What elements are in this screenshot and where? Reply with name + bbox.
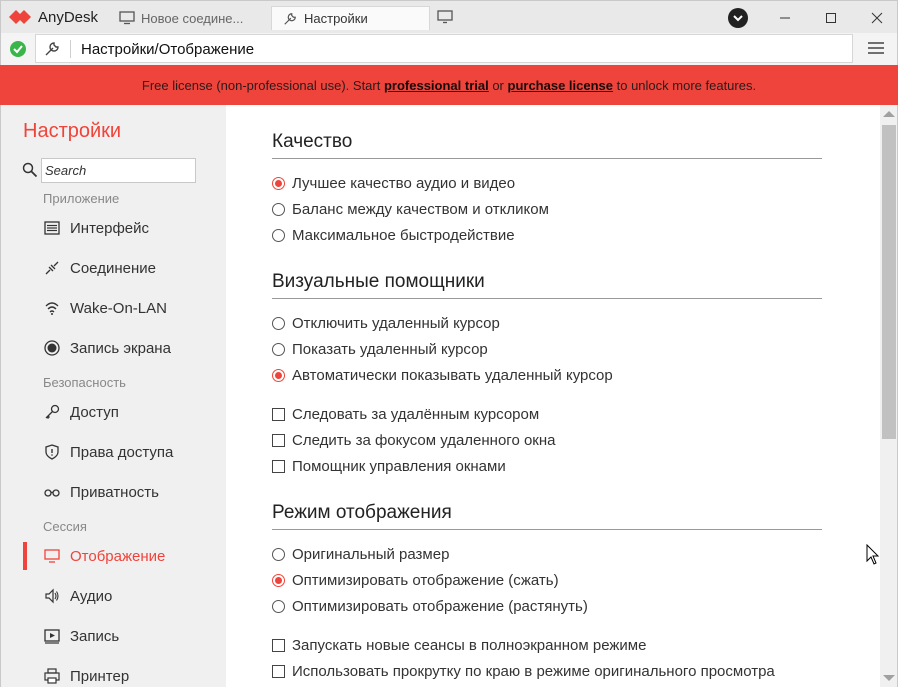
mouse-cursor-icon bbox=[866, 544, 880, 566]
shield-icon bbox=[44, 444, 60, 460]
close-icon bbox=[871, 12, 883, 24]
wrench-icon bbox=[44, 41, 60, 57]
sidebar-item-label: Приватность bbox=[70, 483, 159, 501]
radio-auto-remote-cursor[interactable] bbox=[272, 364, 613, 386]
monitor-icon bbox=[44, 548, 60, 564]
radio-indicator[interactable] bbox=[272, 177, 285, 190]
option-label: Запускать новые сеансы в полноэкранном режиме bbox=[292, 636, 647, 654]
scroll-down-arrow-icon[interactable] bbox=[883, 675, 895, 681]
minimize-button[interactable] bbox=[775, 8, 795, 28]
section-session: Сессия bbox=[43, 519, 87, 534]
app-name: AnyDesk bbox=[38, 9, 99, 26]
checkbox[interactable] bbox=[272, 639, 285, 652]
sidebar-item-label: Принтер bbox=[70, 667, 130, 685]
option-label: Оригинальный размер bbox=[292, 545, 450, 563]
professional-trial-link[interactable]: professional trial bbox=[383, 77, 489, 93]
new-tab-icon[interactable] bbox=[437, 10, 453, 24]
tab-settings[interactable] bbox=[271, 6, 430, 30]
sidebar-item-permissions[interactable] bbox=[23, 436, 227, 468]
sidebar-item-label: Аудио bbox=[70, 587, 113, 605]
sidebar-item-recording[interactable] bbox=[23, 620, 227, 652]
divider bbox=[272, 158, 822, 159]
settings-content bbox=[226, 105, 880, 687]
divider bbox=[70, 40, 71, 58]
status-ok-icon bbox=[10, 41, 26, 57]
sidebar-item-connection[interactable] bbox=[23, 252, 227, 284]
banner-text-suffix: to unlock more features. bbox=[613, 77, 757, 93]
scroll-up-arrow-icon[interactable] bbox=[883, 111, 895, 117]
sidebar-item-label: Права доступа bbox=[70, 443, 174, 461]
sidebar-item-access[interactable] bbox=[23, 396, 227, 428]
radio-indicator[interactable] bbox=[272, 574, 285, 587]
search-input[interactable] bbox=[41, 158, 196, 183]
radio-indicator[interactable] bbox=[272, 317, 285, 330]
checkbox-follow-window-focus[interactable] bbox=[272, 429, 556, 451]
sidebar-item-label: Запись bbox=[70, 627, 120, 645]
section-title-visual-helpers: Визуальные помощники bbox=[272, 271, 485, 292]
option-label: Максимальное быстродействие bbox=[292, 226, 515, 244]
printer-icon bbox=[44, 668, 60, 684]
radio-indicator[interactable] bbox=[272, 343, 285, 356]
option-label: Оптимизировать отображение (сжать) bbox=[292, 571, 559, 589]
hamburger-menu-icon[interactable] bbox=[867, 40, 885, 56]
sidebar-item-label: Wake-On-LAN bbox=[70, 299, 167, 317]
address-path: Настройки/Отображение bbox=[81, 41, 255, 58]
radio-indicator[interactable] bbox=[272, 229, 285, 242]
settings-sidebar bbox=[0, 105, 226, 687]
sidebar-item-label: Интерфейс bbox=[70, 219, 150, 237]
address-field[interactable] bbox=[35, 34, 853, 63]
radio-balanced[interactable] bbox=[272, 198, 549, 220]
radio-optimize-shrink[interactable] bbox=[272, 569, 559, 591]
section-title-display-mode: Режим отображения bbox=[272, 502, 452, 523]
close-button[interactable] bbox=[867, 8, 887, 28]
banner-text-prefix: Free license (non-professional use). Start bbox=[141, 77, 384, 93]
radio-max-speed[interactable] bbox=[272, 224, 515, 246]
wifi-icon bbox=[44, 300, 60, 316]
play-icon bbox=[44, 628, 60, 644]
tab-label: Новое соедине... bbox=[141, 10, 244, 26]
monitor-icon bbox=[119, 11, 135, 25]
sidebar-item-label: Доступ bbox=[70, 403, 119, 421]
sidebar-item-audio[interactable] bbox=[23, 580, 227, 612]
sidebar-item-label: Отображение bbox=[70, 547, 166, 565]
option-label: Следовать за удалённым курсором bbox=[292, 405, 540, 423]
option-label: Следить за фокусом удаленного окна bbox=[292, 431, 556, 449]
sidebar-item-wake-on-lan[interactable] bbox=[23, 292, 227, 324]
radio-disable-remote-cursor[interactable] bbox=[272, 312, 500, 334]
divider bbox=[272, 298, 822, 299]
download-button[interactable] bbox=[728, 8, 748, 28]
speaker-icon bbox=[44, 588, 60, 604]
sidebar-item-label: Запись экрана bbox=[70, 339, 171, 357]
section-app: Приложение bbox=[43, 191, 120, 206]
divider bbox=[272, 529, 822, 530]
vertical-scrollbar[interactable] bbox=[880, 105, 898, 687]
section-security: Безопасность bbox=[43, 375, 126, 390]
banner-text-middle: or bbox=[488, 77, 508, 93]
option-label: Отключить удаленный курсор bbox=[292, 314, 500, 332]
maximize-button[interactable] bbox=[821, 8, 841, 28]
purchase-license-link[interactable]: purchase license bbox=[507, 77, 614, 93]
checkbox[interactable] bbox=[272, 665, 285, 678]
search-icon bbox=[22, 162, 38, 178]
scrollbar-thumb[interactable] bbox=[882, 125, 896, 439]
checkbox-window-manager-helper[interactable] bbox=[272, 455, 506, 477]
interface-icon bbox=[44, 220, 60, 236]
license-banner bbox=[0, 65, 898, 105]
radio-best-quality[interactable] bbox=[272, 172, 515, 194]
sidebar-title: Настройки bbox=[23, 120, 122, 142]
title-bar bbox=[0, 0, 898, 33]
option-label: Оптимизировать отображение (растянуть) bbox=[292, 597, 588, 615]
wrench-icon bbox=[282, 12, 298, 26]
radio-indicator[interactable] bbox=[272, 600, 285, 613]
sidebar-item-privacy[interactable] bbox=[23, 476, 227, 508]
sidebar-item-label: Соединение bbox=[70, 259, 156, 277]
radio-show-remote-cursor[interactable] bbox=[272, 338, 488, 360]
radio-original-size[interactable] bbox=[272, 543, 449, 565]
maximize-icon bbox=[825, 12, 837, 24]
sidebar-item-screen-recording[interactable] bbox=[23, 332, 227, 364]
key-icon bbox=[44, 404, 60, 420]
radio-optimize-stretch[interactable] bbox=[272, 595, 588, 617]
option-label: Использовать прокрутку по краю в режиме оригинального просмотра bbox=[292, 662, 775, 680]
download-icon bbox=[728, 8, 748, 28]
checkbox-follow-remote-cursor[interactable] bbox=[272, 403, 539, 425]
glasses-icon bbox=[44, 484, 60, 500]
sidebar-item-printer[interactable] bbox=[23, 660, 227, 687]
tab-new-connection[interactable] bbox=[113, 6, 269, 30]
checkbox[interactable] bbox=[272, 408, 285, 421]
tab-label: Настройки bbox=[304, 11, 368, 26]
option-label: Лучшее качество аудио и видео bbox=[292, 174, 516, 192]
checkbox[interactable] bbox=[272, 460, 285, 473]
checkbox[interactable] bbox=[272, 434, 285, 447]
minimize-icon bbox=[779, 12, 791, 24]
anydesk-logo-icon bbox=[9, 9, 31, 25]
radio-indicator[interactable] bbox=[272, 203, 285, 216]
checkbox-edge-scrolling[interactable] bbox=[272, 660, 775, 682]
section-title-quality: Качество bbox=[272, 131, 353, 152]
sidebar-item-display[interactable] bbox=[23, 540, 227, 572]
option-label: Автоматически показывать удаленный курсор bbox=[292, 366, 613, 384]
radio-indicator[interactable] bbox=[272, 369, 285, 382]
option-label: Баланс между качеством и откликом bbox=[292, 200, 549, 218]
checkbox-start-fullscreen[interactable] bbox=[272, 634, 646, 656]
record-icon bbox=[44, 340, 60, 356]
option-label: Помощник управления окнами bbox=[292, 457, 506, 475]
connection-icon bbox=[44, 260, 60, 276]
radio-indicator[interactable] bbox=[272, 548, 285, 561]
sidebar-item-interface[interactable] bbox=[23, 212, 227, 244]
address-bar bbox=[0, 33, 898, 65]
option-label: Показать удаленный курсор bbox=[292, 340, 488, 358]
